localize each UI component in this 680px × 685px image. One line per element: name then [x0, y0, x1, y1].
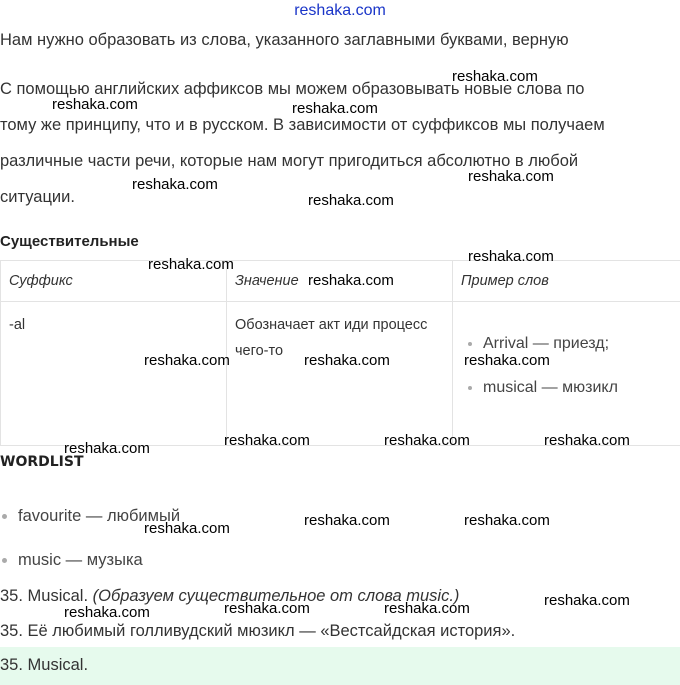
watermark: reshaka.com [292, 100, 378, 117]
watermark: reshaka.com [452, 68, 538, 85]
answer-note: (Образуем существительное от слова music.) [92, 587, 460, 605]
table-row [1, 302, 680, 446]
watermark: reshaka.com [304, 352, 390, 369]
paragraph-line-3: различные части речи, которые нам могут пригодиться абсолютно в любой [0, 152, 579, 170]
watermark: reshaka.com [468, 248, 554, 265]
final-answer: 35. Musical. [0, 656, 89, 674]
paragraph-line-4: ситуации. [0, 188, 75, 206]
header-meaning: Значение [227, 261, 453, 302]
watermark: reshaka.com [468, 168, 554, 185]
watermark: reshaka.com [64, 440, 150, 457]
watermark: reshaka.com [144, 352, 230, 369]
header-examples: Пример слов [453, 261, 680, 302]
watermark: reshaka.com [384, 432, 470, 449]
translation-line: 35. Её любимый голливудский мюзикл — «Вестсайдская история». [0, 622, 516, 640]
watermark: reshaka.com [304, 512, 390, 529]
cell-suffix: -al [1, 302, 227, 446]
final-answer-box [0, 647, 680, 685]
watermark: reshaka.com [224, 600, 310, 617]
watermark: reshaka.com [464, 512, 550, 529]
cell-examples [453, 302, 680, 446]
example-item: • Arrival — приезд; [483, 322, 672, 366]
watermark: reshaka.com [148, 256, 234, 273]
watermark: reshaka.com [544, 592, 630, 609]
cell-meaning: Обозначает акт иди процесс чего-то [227, 302, 453, 446]
wordlist [0, 494, 180, 582]
list-item: • favourite — любимый [18, 494, 180, 538]
watermark: reshaka.com [64, 604, 150, 621]
watermark: reshaka.com [144, 520, 230, 537]
header-suffix: Суффикс [1, 261, 227, 302]
watermark: reshaka.com [308, 272, 394, 289]
intro-line: Нам нужно образовать из слова, указанного заглавными буквами, верную [0, 31, 569, 49]
example-item: • musical — мюзикл [483, 366, 672, 410]
answer-number: 35. Musical. [0, 587, 89, 605]
watermark: reshaka.com [132, 176, 218, 193]
watermark: reshaka.com [52, 96, 138, 113]
list-item: • music — музыка [18, 538, 180, 582]
watermark: reshaka.com [384, 600, 470, 617]
watermark: reshaka.com [464, 352, 550, 369]
nouns-heading: Существительные [0, 233, 139, 250]
watermark: reshaka.com [308, 192, 394, 209]
watermark: reshaka.com [544, 432, 630, 449]
paragraph-line-1: С помощью английских аффиксов мы можем образовывать новые слова по [0, 80, 585, 98]
paragraph-line-2: тому же принципу, что и в русском. В зависимости от суффиксов мы получаем [0, 116, 605, 134]
site-link[interactable]: reshaka.com [294, 2, 386, 19]
wordlist-heading: WORDLIST [0, 454, 84, 470]
watermark: reshaka.com [224, 432, 310, 449]
